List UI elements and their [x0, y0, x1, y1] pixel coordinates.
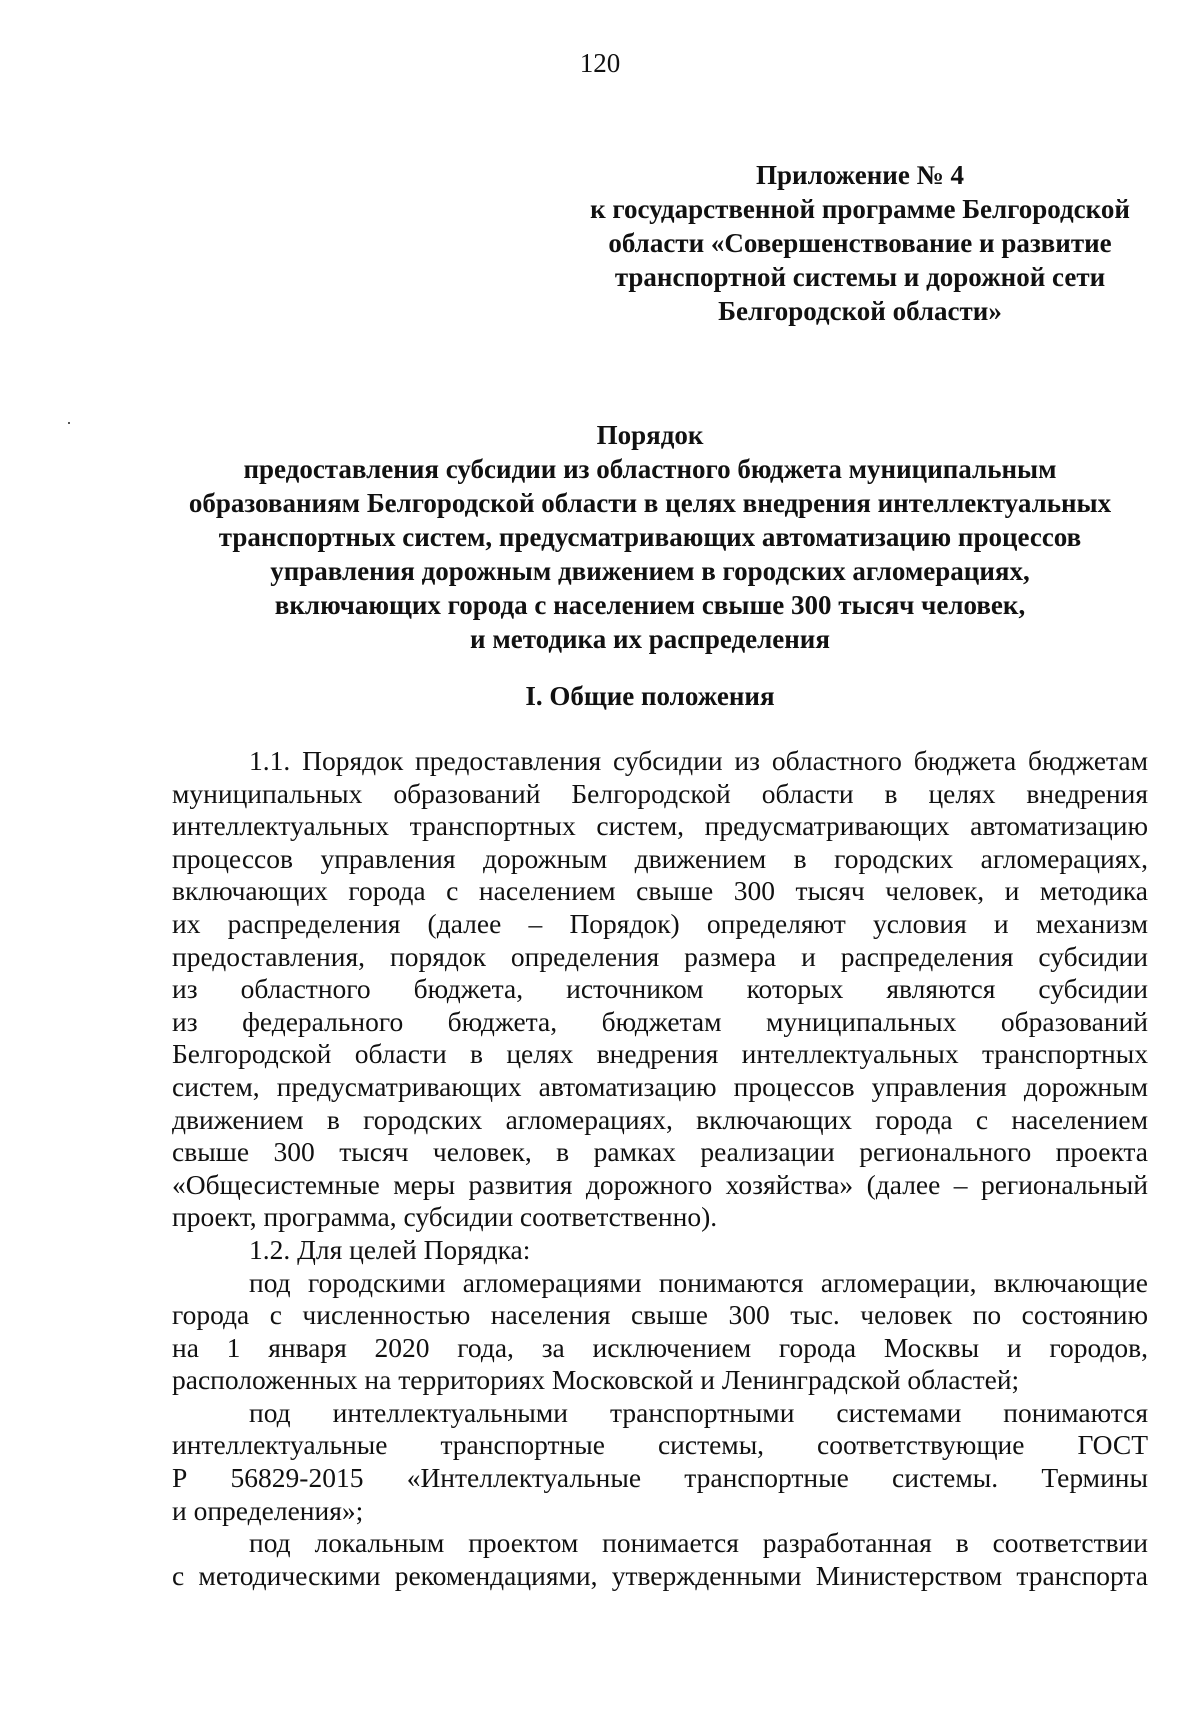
body-line: из областного бюджета, источником которых являются субсидии [172, 973, 1148, 1005]
appendix-line: к государственной программе Белгородской [590, 194, 1130, 224]
body-line: интеллектуальных транспортных систем, предусматривающих автоматизацию [172, 810, 1148, 842]
scan-speck [68, 422, 70, 424]
appendix-line: Приложение № 4 [756, 160, 964, 190]
appendix-line: области «Совершенствование и развитие [608, 228, 1112, 258]
body-line: города с численностью населения свыше 300 тыс. человек по состоянию [172, 1299, 1148, 1331]
body-line: включающих города с населением свыше 300 тысяч человек, и методика [172, 875, 1148, 907]
body-line: из федерального бюджета, бюджетам муниципальных образований [172, 1005, 1148, 1037]
body-line: под локальным проектом понимается разработанная в соответствии [249, 1527, 1148, 1559]
appendix-line: Белгородской области» [718, 296, 1002, 326]
body-text [172, 745, 1148, 1592]
title-line: предоставления субсидии из областного бюджета муниципальным [243, 454, 1057, 484]
body-line: Р 56829-2015 «Интеллектуальные транспортные системы. Термины [172, 1462, 1148, 1494]
body-line: под городскими агломерациями понимаются агломерации, включающие [249, 1266, 1148, 1298]
body-line: движением в городских агломерациях, включающих города с населением [172, 1103, 1148, 1135]
body-line: Белгородской области в целях внедрения интеллектуальных транспортных [172, 1038, 1148, 1070]
body-line: на 1 января 2020 года, за исключением города Москвы и городов, [172, 1331, 1148, 1363]
title-line: и методика их распределения [470, 624, 830, 654]
body-line: предоставления, порядок определения размера и распределения субсидии [172, 940, 1148, 972]
body-line: интеллектуальные транспортные системы, соответствующие ГОСТ [172, 1429, 1148, 1461]
body-line: муниципальных образований Белгородской области в целях внедрения [172, 777, 1148, 809]
body-line: процессов управления дорожным движением в городских агломерациях, [172, 842, 1148, 874]
document-title [150, 418, 1150, 656]
body-line: 1.2. Для целей Порядка: [249, 1233, 531, 1265]
body-line: 1.1. Порядок предоставления субсидии из областного бюджета бюджетам [249, 745, 1148, 776]
title-line: включающих города с населением свыше 300 тысяч человек, [274, 590, 1026, 620]
title-line: Порядок [596, 420, 704, 450]
body-line: расположенных на территориях Московской и Ленинградской областей; [172, 1364, 1020, 1396]
body-line: систем, предусматривающих автоматизацию процессов управления дорожным [172, 1070, 1148, 1102]
body-line: с методическими рекомендациями, утвержденными Министерством транспорта [172, 1559, 1148, 1591]
body-line: свыше 300 тысяч человек, в рамках реализации регионального проекта [172, 1136, 1148, 1168]
page-number: 120 [579, 48, 621, 78]
body-line: под интеллектуальными транспортными системами понимаются [249, 1396, 1148, 1428]
body-line: «Общесистемные меры развития дорожного хозяйства» (далее – региональный [172, 1168, 1148, 1200]
title-line: транспортных систем, предусматривающих автоматизацию процессов [218, 522, 1082, 552]
title-line: образованиям Белгородской области в целях внедрения интеллектуальных [188, 488, 1112, 518]
body-line: проект, программа, субсидии соответственно). [172, 1201, 718, 1233]
section-title: I. Общие положения [525, 681, 775, 711]
body-line: их распределения (далее – Порядок) определяют условия и механизм [172, 907, 1148, 939]
body-line: и определения»; [172, 1494, 364, 1526]
title-line: управления дорожным движением в городских агломерациях, [270, 556, 1030, 586]
appendix-header [560, 158, 1160, 328]
appendix-line: транспортной системы и дорожной сети [614, 262, 1106, 292]
